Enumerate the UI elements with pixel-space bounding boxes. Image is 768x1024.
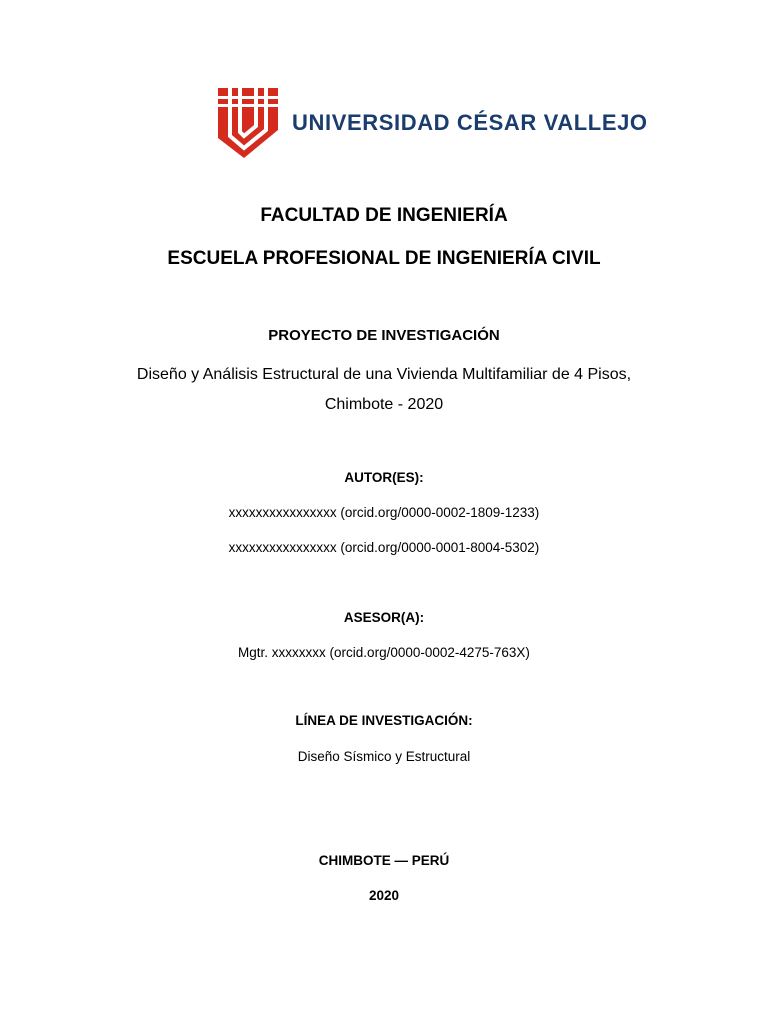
ucv-shield-icon (216, 86, 280, 160)
school-heading: ESCUELA PROFESIONAL DE INGENIERÍA CIVIL (167, 248, 601, 269)
faculty-heading: FACULTAD DE INGENIERÍA (260, 205, 508, 226)
author-1: xxxxxxxxxxxxxxxx (orcid.org/0000-0002-1809-1233) (228, 505, 540, 520)
research-line: Diseño Sísmico y Estructural (297, 749, 471, 764)
document-type: PROYECTO DE INVESTIGACIÓN (268, 327, 500, 344)
advisor-heading: ASESOR(A): (343, 610, 425, 625)
title-line-2: Chimbote - 2020 (324, 396, 444, 413)
advisor-name: Mgtr. xxxxxxxx (orcid.org/0000-0002-4275-763X) (238, 645, 530, 660)
university-logo (216, 86, 648, 160)
author-2: xxxxxxxxxxxxxxxx (orcid.org/0000-0001-8004-5302) (228, 540, 540, 555)
place: CHIMBOTE — PERÚ (318, 853, 450, 868)
title-line-1: Diseño y Análisis Estructural de una Vivienda Multifamiliar de 4 Pisos, (136, 366, 632, 383)
authors-heading: AUTOR(ES): (344, 470, 424, 485)
year: 2020 (368, 888, 400, 903)
university-name: UNIVERSIDAD CÉSAR VALLEJO (292, 110, 648, 135)
research-line-heading: LÍNEA DE INVESTIGACIÓN: (295, 713, 473, 728)
